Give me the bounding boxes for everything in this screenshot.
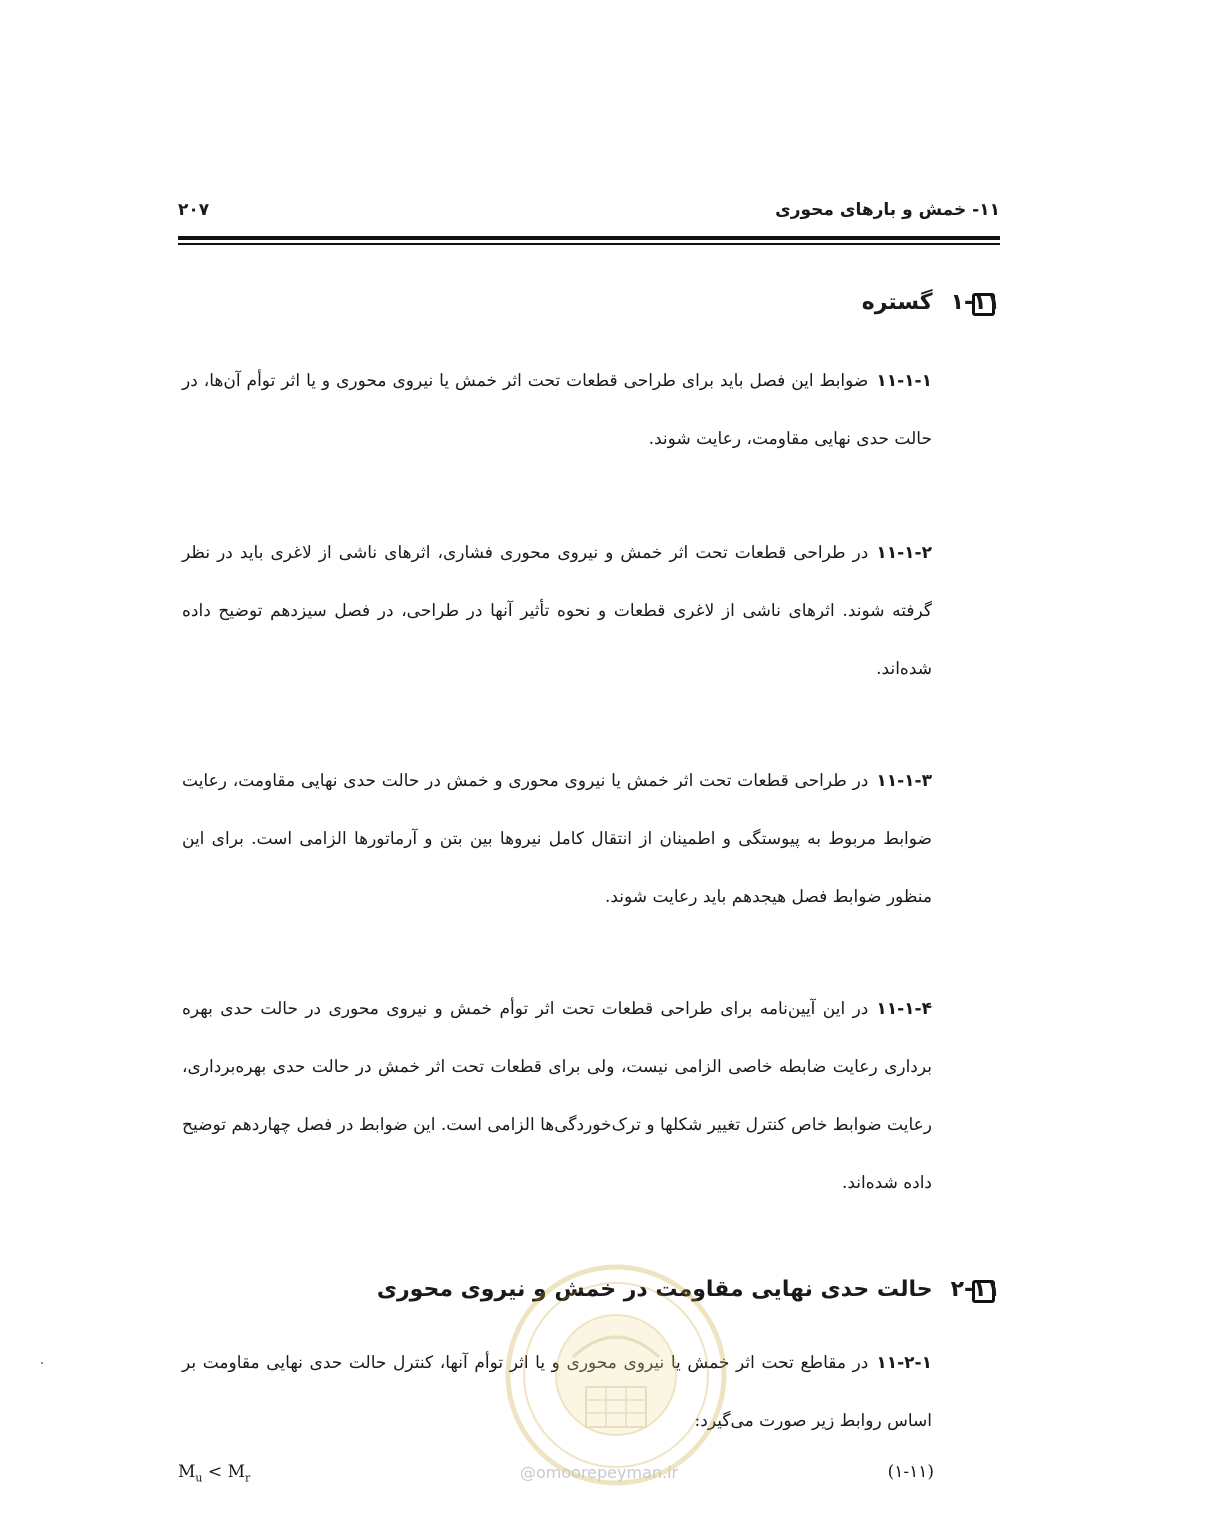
margin-speck [41, 1362, 43, 1364]
paragraph-number: ۱۱-۱-۳ [876, 771, 932, 791]
paragraph-number: ۱۱-۱-۴ [876, 999, 932, 1019]
paragraph [182, 752, 932, 926]
watermark-text: @omoorepeyman.ir [520, 1463, 679, 1482]
paragraph-number: ۱۱-۱-۲ [876, 543, 932, 563]
paragraph [182, 980, 932, 1212]
chapter-title: ۱۱- خمش و بارهای محوری [775, 200, 1000, 220]
paragraph [182, 524, 932, 698]
paragraph-text: در طراحی قطعات تحت اثر خمش و نیروی محوری فشاری، اثرهای ناشی از لاغری باید در نظر گرفته شوند. اثرهای ناشی از لاغری قطعات و نحوه تأثیر آنها در طراحی، در فصل سیزدهم توضیح داده شده‌اند. [182, 543, 932, 679]
page-number: ۲۰۷ [178, 200, 210, 220]
running-head [178, 196, 1000, 232]
section-heading [862, 290, 1000, 315]
paragraph-number: ۱۱-۱-۱ [876, 371, 932, 391]
paragraph-text: در مقاطع تحت اثر خمش یا نیروی محوری و یا اثر توأم آنها، کنترل حالت حدی نهایی مقاومت بر اساس روابط زیر صورت می‌گیرد: [182, 1353, 932, 1431]
equation-number: (۱-۱۱) [887, 1462, 934, 1482]
paragraph-number: ۱۱-۲-۱ [876, 1353, 932, 1373]
section-title: گستره [861, 290, 933, 315]
header-rule-thick [178, 236, 1000, 240]
paragraph-text: در طراحی قطعات تحت اثر خمش یا نیروی محوری و خمش در حالت حدی نهایی مقاومت، رعایت ضوابط مربوط به پیوستگی و اطمینان از انتقال کامل نیروها بین بتن و آرماتورها الزامی است. برای این منظور ضوابط فصل هیجدهم باید رعایت شوند. [182, 771, 932, 907]
paragraph [182, 352, 932, 468]
section-number: ۲-۱۱ [950, 1277, 1000, 1302]
equation-formula: $M_u < M_r$ [178, 1462, 251, 1485]
section-title: حالت حدی نهایی مقاومت در خمش و نیروی محوری [376, 1277, 933, 1302]
paragraph-text: در این آیین‌نامه برای طراحی قطعات تحت اثر توأم خمش و نیروی محوری در حالت حدی بهره برداری رعایت ضابطه خاصی الزامی نیست، ولی برای قطعات تحت اثر خمش در حالت حدی بهره‌برداری، رعایت ضوابط خاص کنترل تغییر شکلها و ترک‌خوردگی‌ها الزامی است. این ضوابط در فصل چهاردهم توضیح داده شده‌اند. [182, 999, 932, 1193]
header-rule-thin [178, 243, 1000, 245]
watermark-seal-icon [503, 1262, 729, 1488]
section-number: ۱-۱۱ [950, 290, 1000, 315]
paragraph-text: ضوابط این فصل باید برای طراحی قطعات تحت اثر خمش یا نیروی محوری و یا اثر توأم آن‌ها، در حالت حدی نهایی مقاومت، رعایت شوند. [182, 371, 932, 449]
